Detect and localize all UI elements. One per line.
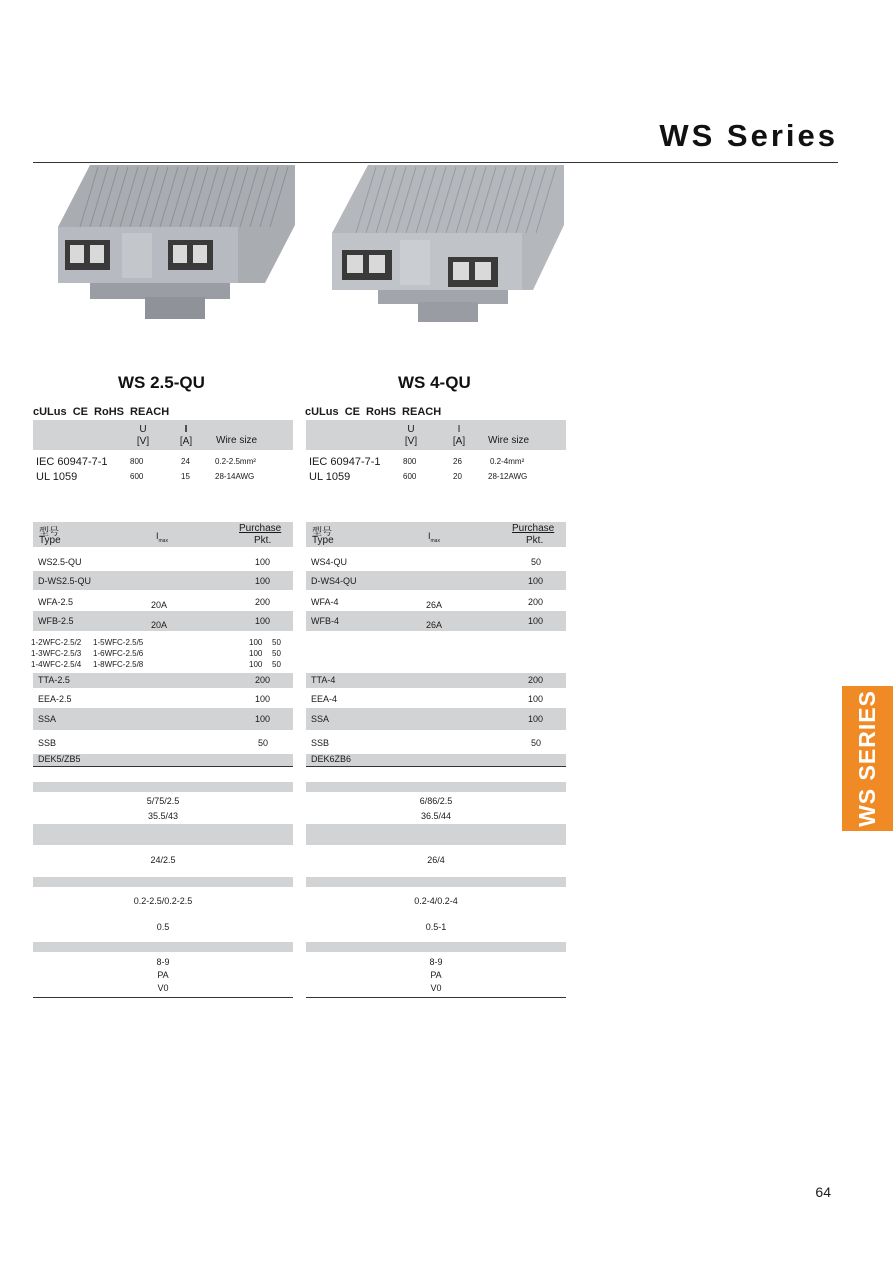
page-number: 64 [815,1184,831,1200]
spec-range: 0.2-4/0.2-4 [414,896,458,906]
accessory-pkt: 100 [528,616,544,626]
accessory-imax: 20A [151,600,168,610]
model-name: WS 4-QU [398,373,471,392]
rating-current: 20 [453,472,462,481]
series-side-tab [842,686,893,831]
spec-dimensions: 6/86/2.5 [419,796,453,806]
bridge-type: 1-5WFC-2.5/5 [93,638,144,647]
bridge-pkt: 100 [249,649,263,658]
accessory-pkt: 50 [531,557,542,567]
rating-wire: 0.2-4mm² [490,457,525,466]
rohs-mark: RoHS [366,406,396,418]
accessory-pkt: 50 [258,738,269,748]
rating-standard: IEC 60947-7-1 [36,456,108,468]
accessory-type: SSB [311,738,330,748]
col-wire-size: Wire size [488,435,530,446]
imax-header: $I_{max}$ [156,531,168,544]
bridge-pkt: 100 [249,638,263,647]
accessory-pkt: 200 [255,675,271,685]
rating-current: 15 [181,472,190,481]
accessory-imax: 20A [151,620,168,630]
accessory-type: WFA-4 [311,597,339,607]
spec-strip-length: 8-9 [429,957,443,967]
accessory-imax: 26A [426,600,443,610]
purchase-header: Purchase [239,523,282,534]
col-i: I [457,424,461,435]
header-divider [33,162,838,163]
accessory-type: SSA [38,714,57,724]
spec-material: PA [157,970,169,980]
accessory-type: EEA-4 [311,694,338,704]
rating-voltage: 800 [130,457,144,466]
cul-us-logo: cULus [33,406,67,418]
spec-range: 0.2-2.5/0.2-2.5 [133,896,193,906]
bridge-pkt: 50 [272,660,281,669]
bridge-type: 1-6WFC-2.5/6 [93,649,144,658]
model-name: WS 2.5-QU [118,373,205,392]
col-i: I [184,424,188,435]
type-header-cn: 型号 [312,527,332,538]
bridge-pkt: 50 [272,649,281,658]
col-u-unit: [V] [136,436,150,447]
ce-mark: CE [72,406,88,418]
certification-row [305,406,444,418]
spec-conductor: 24/2.5 [150,855,176,865]
bridge-type: 1-3WFC-2.5/3 [31,649,82,658]
accessory-type: EEA-2.5 [38,694,72,704]
purchase-header: Purchase [512,523,555,534]
product-column-ws4-qu [306,420,566,1000]
spec-material: PA [430,970,442,980]
accessory-type: WFB-4 [311,616,339,626]
accessory-type: SSA [311,714,330,724]
accessory-pkt: 100 [255,557,271,567]
spec-flammability: V0 [430,983,442,993]
rating-wire: 0.2-2.5mm² [215,457,256,466]
accessory-type: WS2.5-QU [38,557,82,567]
bridge-type: 1-8WFC-2.5/8 [93,660,144,669]
accessory-pkt: 100 [255,714,271,724]
accessory-pkt: 100 [528,714,544,724]
rating-voltage: 600 [403,472,417,481]
accessory-type: DEK5/ZB5 [38,754,81,764]
accessory-pkt: 50 [531,738,542,748]
spec-strip-length: 8-9 [156,957,170,967]
spec-torque: 0.5 [156,922,170,932]
col-u: U [139,424,147,435]
spec-dimensions: 5/75/2.5 [146,796,180,806]
rating-wire: 28-12AWG [488,472,528,481]
accessory-type: TTA-4 [311,675,336,685]
rating-standard: IEC 60947-7-1 [309,456,381,468]
product-image-ws4-qu [328,165,568,325]
accessory-pkt: 100 [528,576,544,586]
type-header: Type [312,535,334,546]
page-title: WS Series [659,118,838,153]
ce-mark: CE [344,406,360,418]
col-u: U [407,424,415,435]
pkt-header: Pkt. [526,535,544,546]
rating-voltage: 800 [403,457,417,466]
accessory-type: D-WS2.5-QU [38,576,92,586]
accessory-pkt: 200 [255,597,271,607]
side-tab-label: WS SERIES [854,690,880,827]
type-header-cn: 型号 [39,527,59,538]
rating-wire: 28-14AWG [215,472,255,481]
accessory-type: WS4-QU [311,557,347,567]
col-i-unit: [A] [452,436,466,447]
accessory-type: DEK6ZB6 [311,754,352,764]
spec-dimensions-2: 36.5/44 [420,811,452,821]
accessory-pkt: 100 [528,694,544,704]
rating-standard: UL 1059 [36,471,78,483]
col-i-unit: [A] [179,436,193,447]
col-wire-size: Wire size [216,435,258,446]
accessory-pkt: 200 [528,675,544,685]
reach-mark: REACH [402,406,442,418]
rating-standard: UL 1059 [309,471,351,483]
imax-header: $I_{max}$ [428,531,440,544]
product-image-ws2-5-qu [50,165,295,325]
accessory-type: WFB-2.5 [38,616,74,626]
rating-current: 26 [453,457,462,466]
type-header: Type [39,535,61,546]
cul-us-logo: cULus [305,406,339,418]
bridge-type: 1-4WFC-2.5/4 [31,660,82,669]
accessory-pkt: 100 [255,616,271,626]
spec-torque: 0.5-1 [425,922,447,932]
accessory-type: TTA-2.5 [38,675,70,685]
spec-dimensions-2: 35.5/43 [147,811,179,821]
certification-row [33,406,172,418]
rating-voltage: 600 [130,472,144,481]
accessory-imax: 26A [426,620,443,630]
accessory-pkt: 100 [255,576,271,586]
accessory-type: D-WS4-QU [311,576,357,586]
pkt-header: Pkt. [254,535,272,546]
bridge-pkt: 50 [272,638,281,647]
product-column-ws2-5-qu [33,420,293,1000]
rohs-mark: RoHS [94,406,124,418]
accessory-pkt: 200 [528,597,544,607]
spec-flammability: V0 [157,983,169,993]
col-u-unit: [V] [404,436,418,447]
spec-conductor: 26/4 [427,855,445,865]
accessory-type: WFA-2.5 [38,597,74,607]
rating-current: 24 [181,457,190,466]
bridge-type: 1-2WFC-2.5/2 [31,638,82,647]
bridge-pkt: 100 [249,660,263,669]
accessory-type: SSB [38,738,57,748]
accessory-pkt: 100 [255,694,271,704]
reach-mark: REACH [130,406,170,418]
